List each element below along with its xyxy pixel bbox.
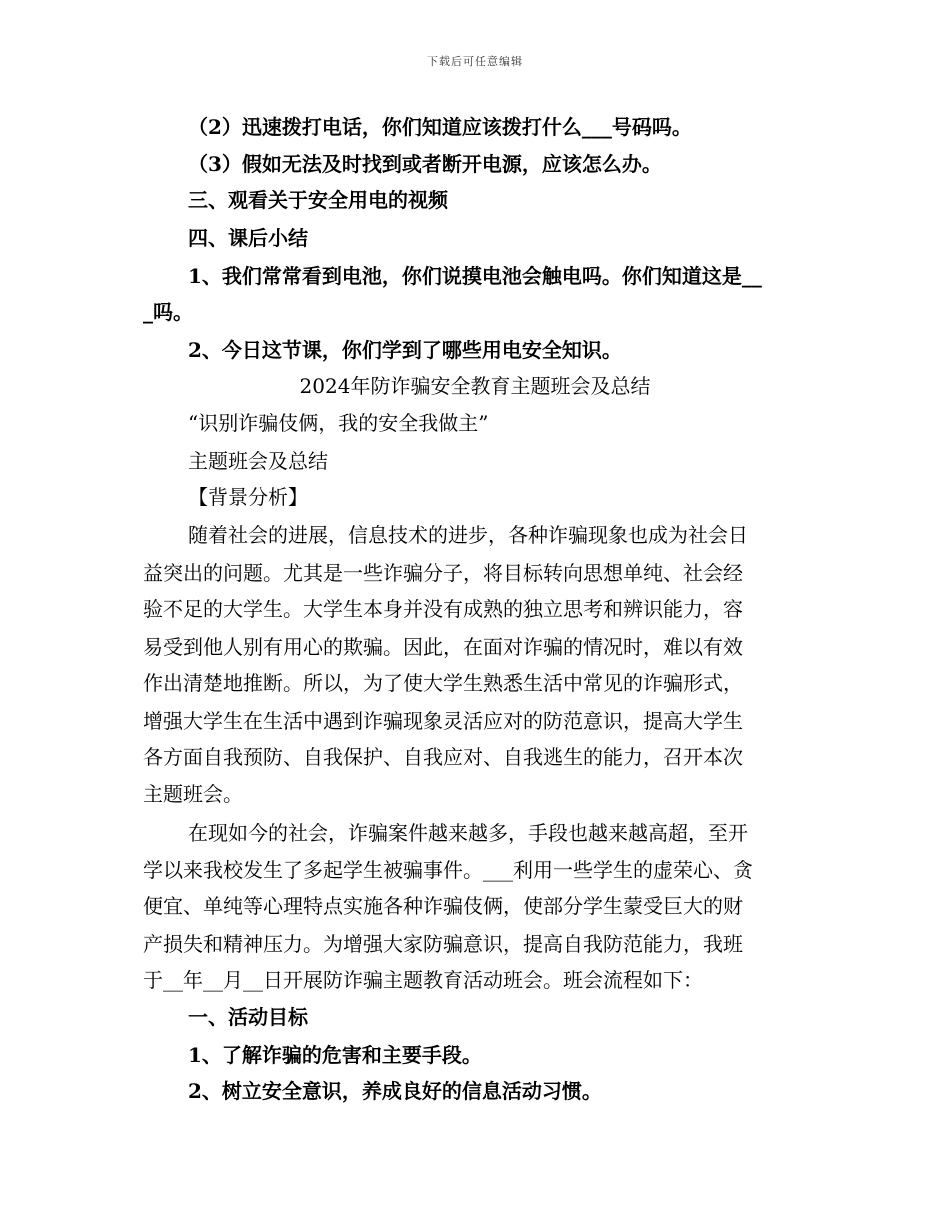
text-line: 1、我们常常看到电池，你们说摸电池会触电吗。你们知道这是__ bbox=[188, 264, 762, 288]
text-line: 2、今日这节课，你们学到了哪些用电安全知识。 bbox=[188, 338, 622, 362]
section-heading: 四、课后小结 bbox=[188, 226, 308, 250]
paragraph-line: 各方面自我预防、自我保护、自我应对、自我逃生的能力，召开本次 bbox=[143, 745, 743, 769]
paragraph-line: 学以来我校发生了多起学生被骗事件。___利用一些学生的虚荣心、贪 bbox=[143, 858, 753, 882]
paragraph-line: 随着社会的进展，信息技术的进步，各种诈骗现象也成为社会日 bbox=[188, 523, 748, 547]
paragraph-line: 易受到他人别有用心的欺骗。因此，在面对诈骗的情况时，难以有效 bbox=[143, 635, 743, 659]
text-line: （3）假如无法及时找到或者断开电源，应该怎么办。 bbox=[188, 152, 662, 176]
paragraph-line: 产损失和精神压力。为增强大家防骗意识，提高自我防范能力，我班 bbox=[143, 932, 743, 956]
text-line: （2）迅速拨打电话，你们知道应该拨打什么___号码吗。 bbox=[188, 115, 692, 139]
subtitle: 主题班会及总结 bbox=[188, 449, 328, 473]
paragraph-line: 益突出的问题。尤其是一些诈骗分子，将目标转向思想单纯、社会经 bbox=[143, 561, 743, 585]
text-line: 1、了解诈骗的危害和主要手段。 bbox=[188, 1043, 482, 1067]
paragraph-line: 便宜、单纯等心理特点实施各种诈骗伎俩，使部分学生蒙受巨大的财 bbox=[143, 894, 743, 918]
text-line: 2、树立安全意识，养成良好的信息活动习惯。 bbox=[188, 1079, 602, 1103]
paragraph-line: 作出清楚地推断。所以，为了使大学生熟悉生活中常见的诈骗形式， bbox=[143, 671, 743, 695]
document-title: 2024年防诈骗安全教育主题班会及总结 bbox=[299, 374, 651, 398]
text-line: _吗。 bbox=[143, 300, 193, 324]
paragraph-line: 主题班会。 bbox=[143, 782, 243, 806]
subtitle-quote: “识别诈骗伎俩，我的安全我做主” bbox=[188, 411, 489, 435]
paragraph-line: 验不足的大学生。大学生本身并没有成熟的独立思考和辨识能力，容 bbox=[143, 597, 743, 621]
paragraph-line: 增强大学生在生活中遇到诈骗现象灵活应对的防范意识，提高大学生 bbox=[143, 709, 743, 733]
page-header-note: 下载后可任意编辑 bbox=[427, 55, 523, 68]
paragraph-line: 在现如今的社会，诈骗案件越来越多，手段也越来越高超，至开 bbox=[188, 821, 748, 845]
paragraph-line: 于__年__月__日开展防诈骗主题教育活动班会。班会流程如下： bbox=[143, 968, 703, 992]
section-heading: 三、观看关于安全用电的视频 bbox=[188, 188, 448, 212]
section-heading: 一、活动目标 bbox=[188, 1005, 308, 1029]
section-label: 【背景分析】 bbox=[188, 485, 308, 509]
